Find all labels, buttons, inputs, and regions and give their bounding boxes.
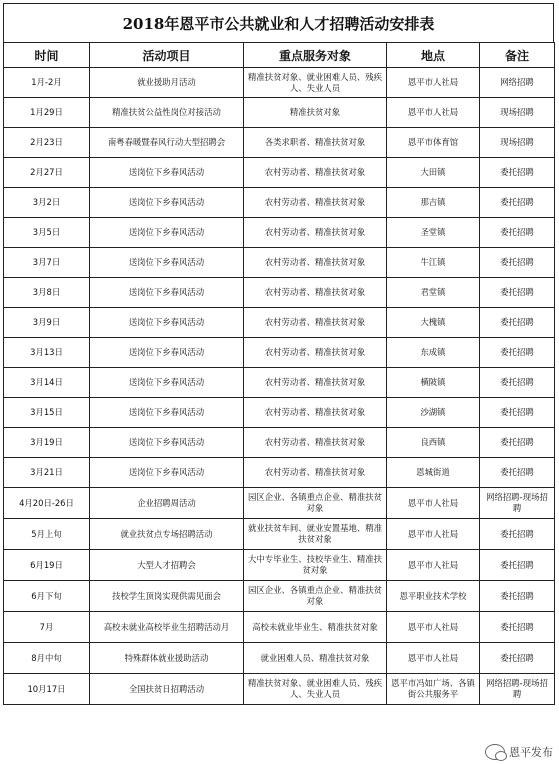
cell-remark: 委托招聘 (480, 278, 555, 308)
cell-target: 精准扶贫对象、就业困难人员、残疾人、失业人员 (244, 674, 387, 705)
table-row (4, 488, 555, 519)
cell-remark: 委托招聘 (480, 612, 555, 643)
table-row (4, 158, 555, 188)
cell-location: 东成镇 (387, 338, 480, 368)
cell-remark: 委托招聘 (480, 218, 555, 248)
cell-activity: 高校未就业高校毕业生招聘活动月 (90, 612, 244, 643)
cell-location: 大槐镇 (387, 308, 480, 338)
cell-target: 农村劳动者、精准扶贫对象 (244, 158, 387, 188)
cell-target: 农村劳动者、精准扶贫对象 (244, 368, 387, 398)
cell-location: 圣堂镇 (387, 218, 480, 248)
cell-time: 3月9日 (4, 308, 90, 338)
schedule-table (3, 42, 555, 705)
cell-remark: 委托招聘 (480, 188, 555, 218)
cell-location: 良西镇 (387, 428, 480, 458)
cell-location: 恩平市体育馆 (387, 128, 480, 158)
cell-activity: 送岗位下乡春风活动 (90, 248, 244, 278)
cell-remark: 网络招聘 (480, 68, 555, 98)
cell-activity: 大型人才招聘会 (90, 550, 244, 581)
cell-activity: 送岗位下乡春风活动 (90, 218, 244, 248)
cell-time: 6月19日 (4, 550, 90, 581)
cell-target: 园区企业、各镇重点企业、精准扶贫对象 (244, 488, 387, 519)
cell-remark: 网络招聘-现场招聘 (480, 674, 555, 705)
cell-activity: 南粤春暖暨春风行动大型招聘会 (90, 128, 244, 158)
cell-target: 大中专毕业生、技校毕业生、精准扶贫对象 (244, 550, 387, 581)
table-row (4, 218, 555, 248)
header-target: 重点服务对象 (244, 43, 387, 68)
cell-time: 5月上旬 (4, 519, 90, 550)
cell-target: 农村劳动者、精准扶贫对象 (244, 398, 387, 428)
cell-activity: 特殊群体就业援助活动 (90, 643, 244, 674)
cell-activity: 送岗位下乡春风活动 (90, 398, 244, 428)
cell-location: 恩平市人社局 (387, 643, 480, 674)
cell-target: 精准扶贫对象 (244, 98, 387, 128)
cell-remark: 委托招聘 (480, 550, 555, 581)
cell-target: 农村劳动者、精准扶贫对象 (244, 218, 387, 248)
cell-remark: 委托招聘 (480, 308, 555, 338)
header-remark: 备注 (480, 43, 555, 68)
cell-location: 恩平市冯如广场、各镇街公共服务平 (387, 674, 480, 705)
schedule-sheet (3, 3, 554, 705)
cell-remark: 委托招聘 (480, 368, 555, 398)
header-activity: 活动项目 (90, 43, 244, 68)
table-row (4, 338, 555, 368)
cell-remark: 委托招聘 (480, 338, 555, 368)
cell-location: 那吉镇 (387, 188, 480, 218)
cell-remark: 委托招聘 (480, 248, 555, 278)
table-row (4, 128, 555, 158)
cell-time: 10月17日 (4, 674, 90, 705)
cell-time: 8月中旬 (4, 643, 90, 674)
cell-target: 就业扶贫车间、就业安置基地、精准扶贫对象 (244, 519, 387, 550)
cell-remark: 现场招聘 (480, 98, 555, 128)
cell-location: 恩平市人社局 (387, 550, 480, 581)
cell-location: 恩平市人社局 (387, 519, 480, 550)
cell-location: 恩平职业技术学校 (387, 581, 480, 612)
cell-activity: 送岗位下乡春风活动 (90, 188, 244, 218)
cell-activity: 送岗位下乡春风活动 (90, 458, 244, 488)
cell-activity: 就业援助月活动 (90, 68, 244, 98)
cell-target: 农村劳动者、精准扶贫对象 (244, 338, 387, 368)
cell-activity: 送岗位下乡春风活动 (90, 338, 244, 368)
cell-time: 7月 (4, 612, 90, 643)
cell-remark: 委托招聘 (480, 158, 555, 188)
cell-activity: 送岗位下乡春风活动 (90, 368, 244, 398)
cell-location: 恩平市人社局 (387, 612, 480, 643)
cell-remark: 委托招聘 (480, 581, 555, 612)
cell-location: 君堂镇 (387, 278, 480, 308)
cell-target: 高校未就业毕业生、精准扶贫对象 (244, 612, 387, 643)
table-row (4, 98, 555, 128)
watermark-text: 恩平发布 (509, 746, 553, 759)
cell-location: 沙湖镇 (387, 398, 480, 428)
cell-location: 恩平市人社局 (387, 68, 480, 98)
cell-remark: 委托招聘 (480, 458, 555, 488)
cell-time: 3月8日 (4, 278, 90, 308)
cell-activity: 企业招聘周活动 (90, 488, 244, 519)
cell-target: 农村劳动者、精准扶贫对象 (244, 308, 387, 338)
table-row (4, 308, 555, 338)
cell-activity: 就业扶贫点专场招聘活动 (90, 519, 244, 550)
table-row (4, 188, 555, 218)
cell-target: 农村劳动者、精准扶贫对象 (244, 248, 387, 278)
cell-remark: 委托招聘 (480, 643, 555, 674)
cell-activity: 送岗位下乡春风活动 (90, 158, 244, 188)
wechat-icon (485, 744, 505, 760)
cell-time: 2月27日 (4, 158, 90, 188)
table-row (4, 612, 555, 643)
cell-time: 6月下旬 (4, 581, 90, 612)
cell-target: 农村劳动者、精准扶贫对象 (244, 428, 387, 458)
cell-target: 就业困难人员、精准扶贫对象 (244, 643, 387, 674)
table-row (4, 519, 555, 550)
cell-time: 1月-2月 (4, 68, 90, 98)
cell-time: 3月13日 (4, 338, 90, 368)
table-row (4, 248, 555, 278)
cell-location: 恩城街道 (387, 458, 480, 488)
cell-target: 农村劳动者、精准扶贫对象 (244, 278, 387, 308)
cell-target: 农村劳动者、精准扶贫对象 (244, 188, 387, 218)
cell-time: 3月7日 (4, 248, 90, 278)
cell-time: 1月29日 (4, 98, 90, 128)
cell-remark: 现场招聘 (480, 128, 555, 158)
cell-location: 恩平市人社局 (387, 488, 480, 519)
table-row (4, 428, 555, 458)
cell-remark: 网络招聘-现场招聘 (480, 488, 555, 519)
cell-time: 4月20日-26日 (4, 488, 90, 519)
table-row (4, 278, 555, 308)
cell-activity: 全国扶贫日招聘活动 (90, 674, 244, 705)
table-row (4, 674, 555, 705)
cell-target: 精准扶贫对象、就业困难人员、残疾人、失业人员 (244, 68, 387, 98)
page-title: 2018年恩平市公共就业和人才招聘活动安排表 (3, 3, 554, 42)
table-row (4, 68, 555, 98)
cell-time: 2月23日 (4, 128, 90, 158)
table-row (4, 643, 555, 674)
cell-remark: 委托招聘 (480, 398, 555, 428)
cell-target: 农村劳动者、精准扶贫对象 (244, 458, 387, 488)
cell-time: 3月19日 (4, 428, 90, 458)
watermark (485, 744, 553, 760)
table-row (4, 550, 555, 581)
cell-target: 各类求职者、精准扶贫对象 (244, 128, 387, 158)
cell-time: 3月21日 (4, 458, 90, 488)
header-row (4, 43, 555, 68)
cell-location: 大田镇 (387, 158, 480, 188)
cell-target: 园区企业、各镇重点企业、精准扶贫对象 (244, 581, 387, 612)
table-row (4, 368, 555, 398)
cell-activity: 送岗位下乡春风活动 (90, 308, 244, 338)
cell-location: 牛江镇 (387, 248, 480, 278)
cell-activity: 精准扶贫公益性岗位对接活动 (90, 98, 244, 128)
cell-activity: 送岗位下乡春风活动 (90, 278, 244, 308)
table-row (4, 398, 555, 428)
cell-time: 3月15日 (4, 398, 90, 428)
cell-activity: 送岗位下乡春风活动 (90, 428, 244, 458)
cell-remark: 委托招聘 (480, 428, 555, 458)
table-row (4, 581, 555, 612)
header-time: 时间 (4, 43, 90, 68)
cell-location: 恩平市人社局 (387, 98, 480, 128)
cell-time: 3月2日 (4, 188, 90, 218)
cell-activity: 技校学生顶岗实现供需见面会 (90, 581, 244, 612)
cell-remark: 委托招聘 (480, 519, 555, 550)
table-row (4, 458, 555, 488)
cell-time: 3月14日 (4, 368, 90, 398)
cell-time: 3月5日 (4, 218, 90, 248)
cell-location: 横陂镇 (387, 368, 480, 398)
header-location: 地点 (387, 43, 480, 68)
